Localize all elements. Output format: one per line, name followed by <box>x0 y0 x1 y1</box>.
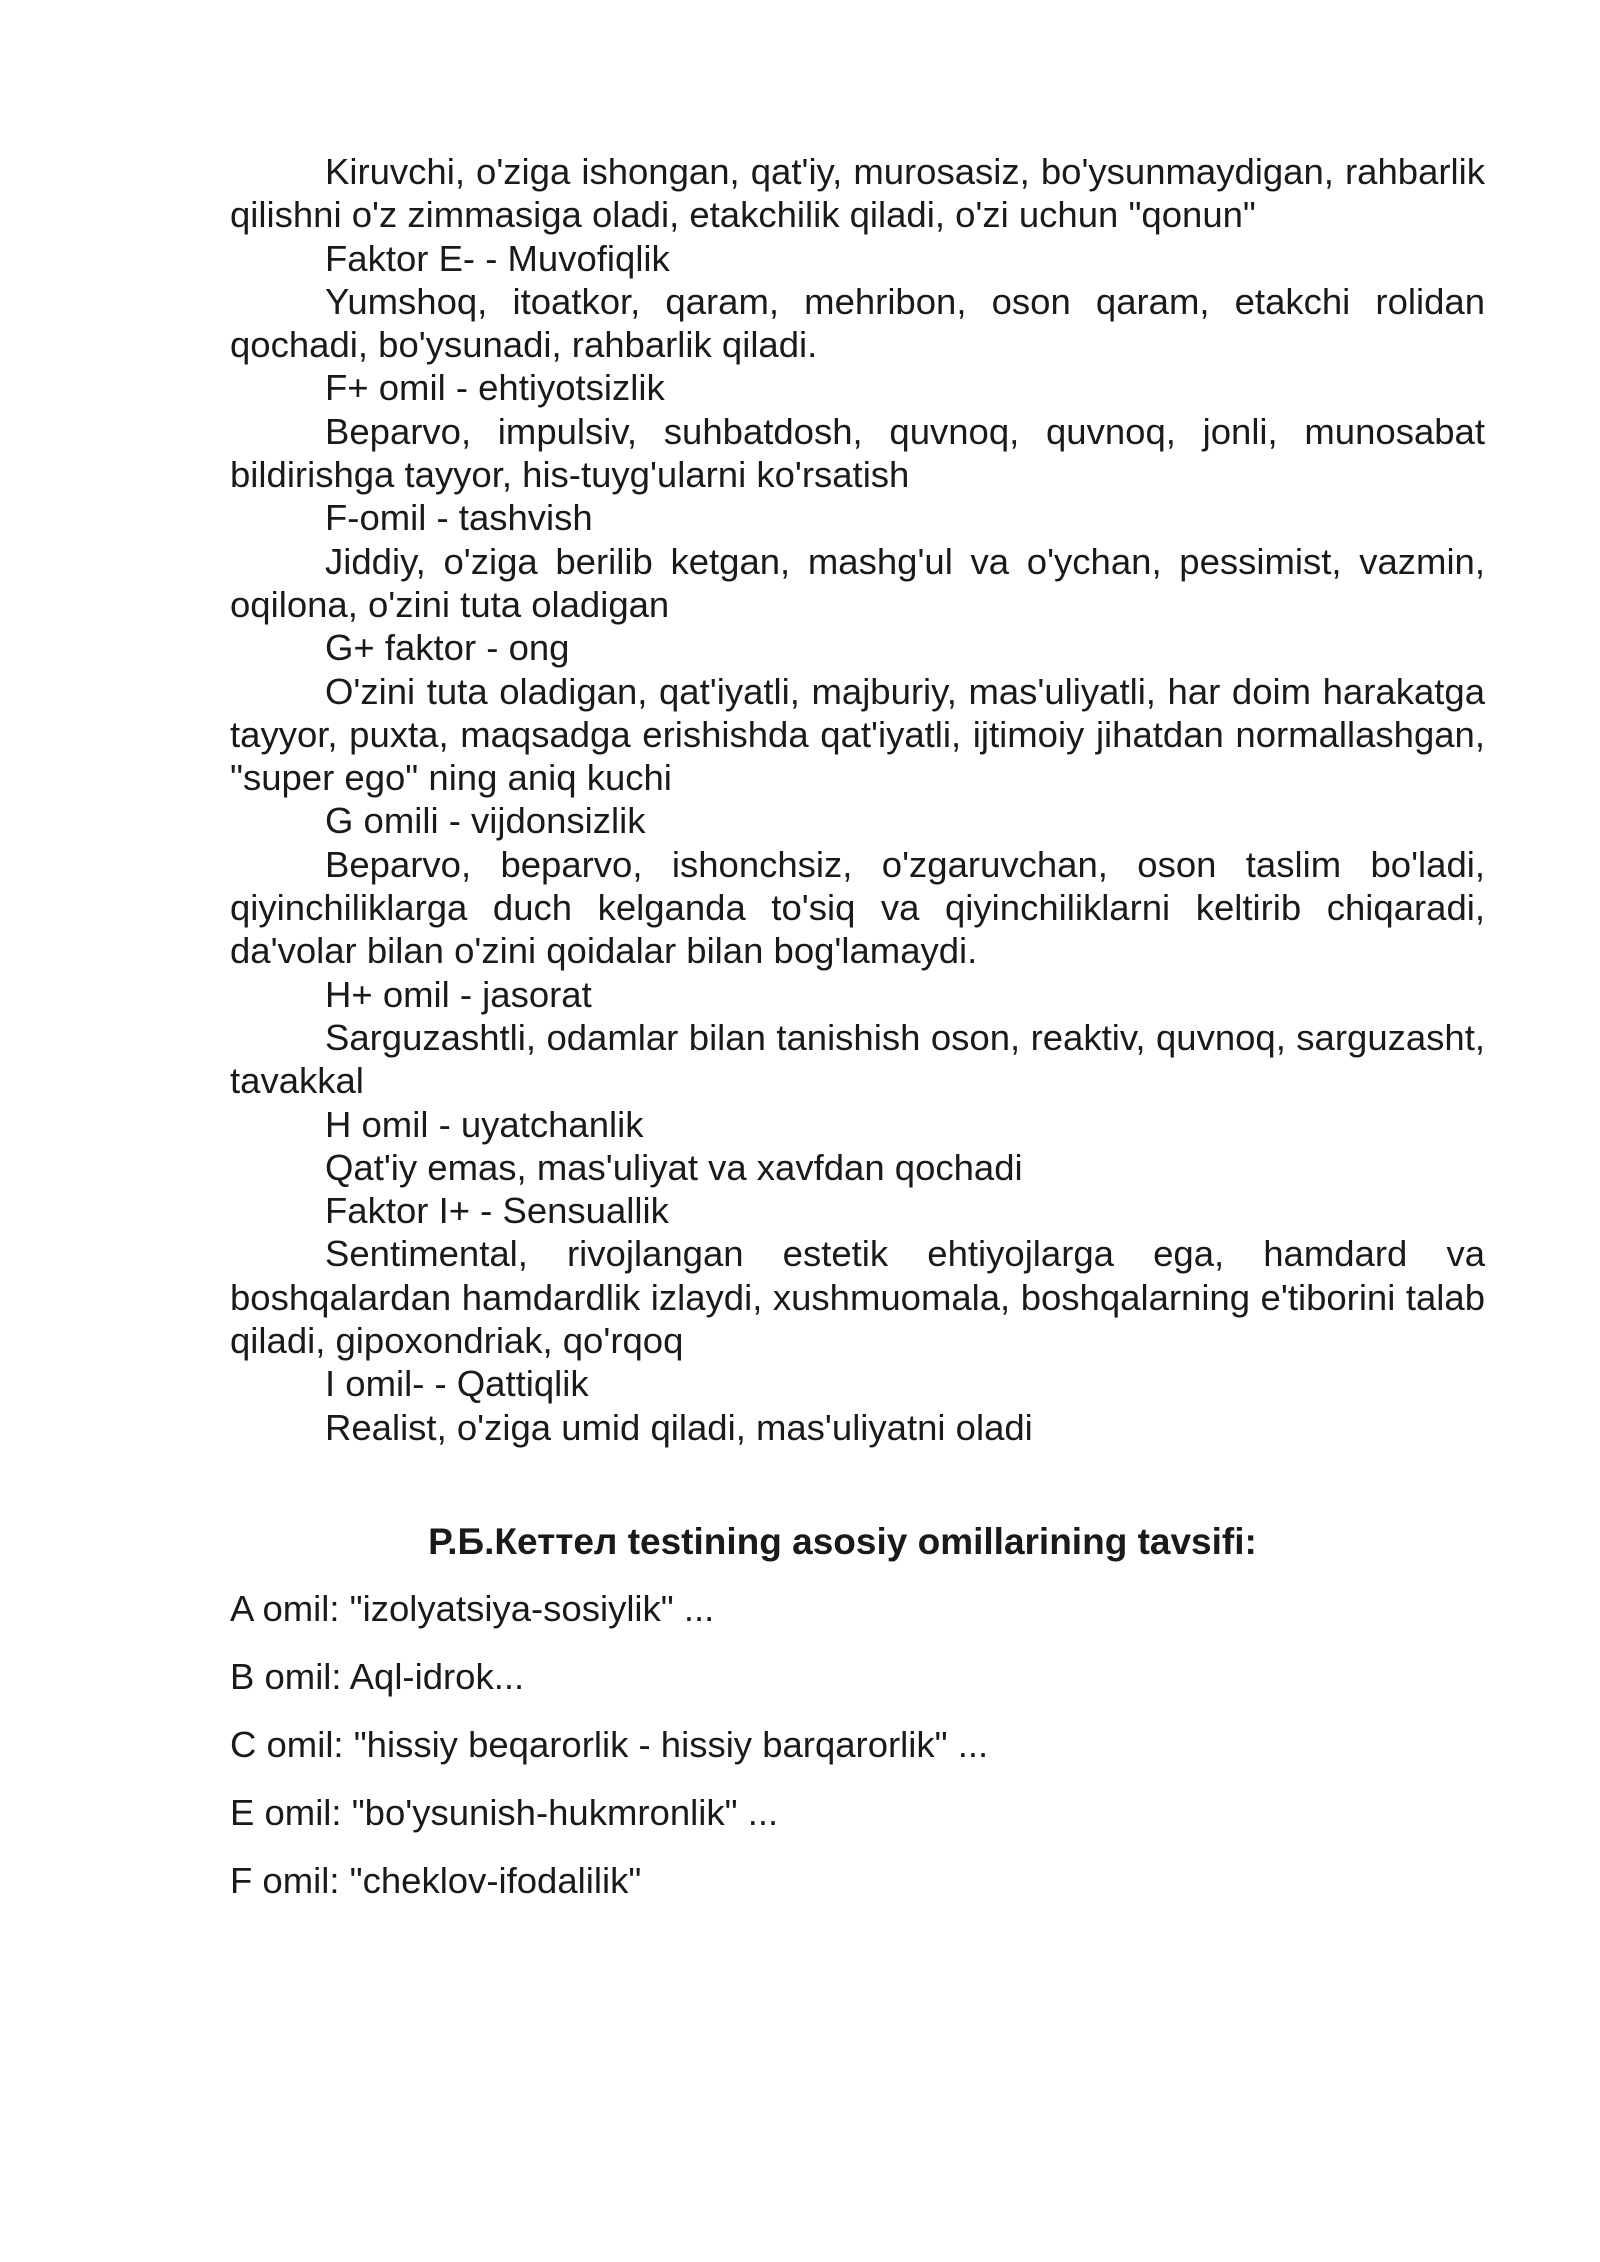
factor-description: Jiddiy, o'ziga berilib ketgan, mashg'ul va o'ychan, pessimist, vazmin, oqilona, o'zini tuta oladigan <box>230 540 1485 625</box>
omil-item-f: F omil: "cheklov-ifodalilik" <box>230 1859 642 1901</box>
factor-heading: Faktor I+ - Sensuallik <box>325 1190 669 1232</box>
document-page <box>230 150 1485 1927</box>
omil-item-c: C omil: "hissiy beqarorlik - hissiy barqarorlik" ... <box>230 1723 989 1765</box>
factor-heading: F-omil - tashvish <box>325 497 593 539</box>
factor-description: Realist, o'ziga umid qiladi, mas'uliyatni oladi <box>325 1406 1033 1448</box>
factor-description: Yumshoq, itoatkor, qaram, mehribon, oson qaram, etakchi rolidan qochadi, bo'ysunadi, rahbarlik qiladi. <box>230 280 1485 366</box>
factor-description: Sentimental, rivojlangan estetik ehtiyojlarga ega, hamdard va boshqalardan hamdardlik izlaydi, xushmuomala, boshqalarning e'tiborini talab qiladi, gipoxondriak, qo'rqoq <box>230 1233 1485 1362</box>
factor-heading: H+ omil - jasorat <box>325 973 592 1015</box>
factor-heading: I omil- - Qattiqlik <box>325 1363 589 1405</box>
factor-heading: Faktor E- - Muvofiqlik <box>325 237 670 279</box>
factor-description: Beparvo, beparvo, ishonchsiz, o'zgaruvchan, oson taslim bo'ladi, qiyinchiliklarga duch kelganda to'siq va qiyinchiliklarni keltirib chiqaradi, da'volar bilan o'zini qoidalar bilan bog'lamaydi. <box>230 843 1485 972</box>
factor-heading: H omil - uyatchanlik <box>325 1103 644 1145</box>
factor-description: Qat'iy emas, mas'uliyat va xavfdan qochadi <box>325 1146 1023 1188</box>
omil-list <box>230 1587 1485 1902</box>
omil-item-e: E omil: "bo'ysunish-hukmronlik" ... <box>230 1791 779 1833</box>
omil-item-a: A omil: "izolyatsiya-sosiylik" ... <box>230 1587 715 1629</box>
factor-heading: G+ faktor - ong <box>325 627 570 669</box>
factor-heading: F+ omil - ehtiyotsizlik <box>325 367 665 409</box>
section-title: Р.Б.Кеттел testining asosiy omillarining tavsifi: <box>428 1520 1257 1562</box>
factor-heading: G omili - vijdonsizlik <box>325 800 646 842</box>
omil-item-b: B omil: Aql-idrok... <box>230 1655 525 1697</box>
factor-description: Kiruvchi, o'ziga ishongan, qat'iy, murosasiz, bo'ysunmaydigan, rahbarlik qilishni o'z zimmasiga oladi, etakchilik qiladi, o'zi uchun "qonun" <box>230 151 1485 236</box>
factor-description: O'zini tuta oladigan, qat'iyatli, majburiy, mas'uliyatli, har doim harakatga tayyor, puxta, maqsadga erishishda qat'iyatli, ijtimoiy jihatdan normallashgan, "super ego" ning aniq kuchi <box>230 670 1485 799</box>
factor-description: Sarguzashtli, odamlar bilan tanishish oson, reaktiv, quvnoq, sarguzasht, tavakkal <box>230 1016 1485 1102</box>
factor-description: Beparvo, impulsiv, suhbatdosh, quvnoq, quvnoq, jonli, munosabat bildirishga tayyor, his-tuyg'ularni ko'rsatish <box>230 410 1485 496</box>
